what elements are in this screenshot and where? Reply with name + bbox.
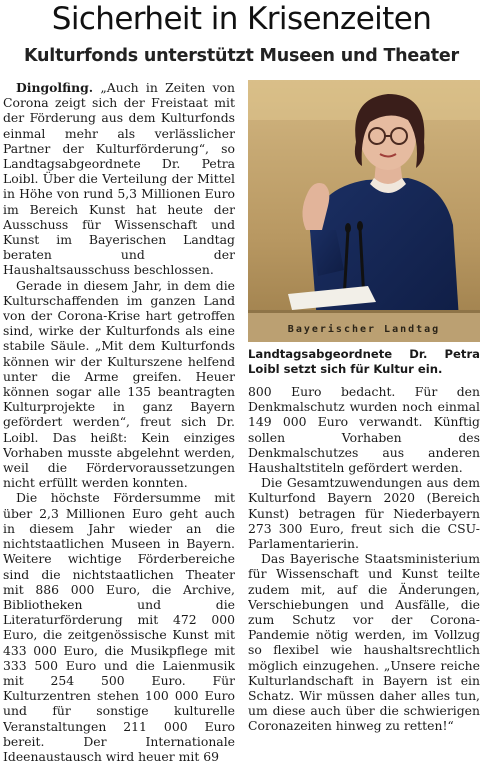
article-paragraph-1 <box>3 80 235 278</box>
subheadline: Kulturfonds unterstützt Museen und Theater <box>24 46 459 66</box>
article-paragraph-4: Die Gesamtzuwendungen aus dem Kulturfond Bayern 2020 (Bereich Kunst) betragen für Niederbayern 273 300 Euro, freut sich die CSU-Parlamentarierin. <box>248 475 480 552</box>
article-column-left <box>3 80 235 764</box>
headline: Sicherheit in Krisenzeiten <box>51 1 432 37</box>
photo-illustration <box>248 80 480 342</box>
article-paragraph-1-text: „Auch in Zeiten von Corona zeigt sich der Freistaat mit der Förderung aus dem Kulturfonds einmal mehr als verlässlicher Partner der Kulturförderung“, so Landtagsabgeordnete Dr. Petra Loibl. Über die Verteilung der Mittel in Höhe von rund 5,3 Millionen Euro im Bereich Kunst hat heute der Ausschuss für Wissenschaft und Kunst im Bayerischen Landtag beraten und der Haushaltsausschuss beschlossen. <box>3 80 235 278</box>
article-dateline: Dingolfing. <box>16 80 94 95</box>
article-paragraph-3: Die höchste Fördersumme mit über 2,3 Millionen Euro geht auch in diesem Jahr wieder an die nichtstaatlichen Museen in Bayern. Weitere wichtige Förderbereiche sind die nichtstaatlichen Theater mit 886 000 Euro, die Archive, Bibliotheken und die Literaturförderung mit 472 000 Euro, die zeitgenössische Kunst mit 433 000 Euro, die Musikpflege mit 333 500 Euro und die Laienmusik mit 254 500 Euro. Für Kulturzentren stehen 100 000 Euro und für sonstige kulturelle Veranstaltungen 211 000 Euro bereit. Der Internationale Ideenaustausch wird heuer mit 69 <box>3 490 235 764</box>
article-paragraph-3-continued: 800 Euro bedacht. Für den Denkmalschutz wurden noch einmal 149 000 Euro verwandt. Künftig sollen Vorhaben des Denkmalschutzes aus anderen Haushaltstiteln gefördert werden. <box>248 384 480 476</box>
article-paragraph-5: Das Bayerische Staatsministerium für Wissenschaft und Kunst teilte zudem mit, auf die Änderungen, Verschiebungen und Ausfälle, die zum Schutz vor der Corona-Pandemie nötig werden, im Vollzug so flexibel wie haushaltsrechtlich möglich einzugehen. „Unsere reiche Kulturlandschaft in Bayern ist ein Schatz. Wir müssen daher alles tun, um diese auch über die schwierigen Coronazeiten hinweg zu retten!“ <box>248 551 480 734</box>
lectern-label: Bayerischer Landtag <box>287 324 441 335</box>
article-column-right <box>248 384 480 767</box>
article-paragraph-2: Gerade in diesem Jahr, in dem die Kulturschaffenden im ganzen Land von der Corona-Krise hart getroffen sind, wirke der Kulturfonds als eine stabile Säule. „Mit dem Kulturfonds können wir der Kulturszene helfend unter die Arme greifen. Heuer können sogar alle 135 beantragten Kulturprojekte in ganz Bayern gefördert werden“, freut sich Dr. Loibl. Das heißt: Kein einziges Vorhaben musste abgelehnt werden, weil die Fördervoraussetzungen nicht erfüllt werden konnten. <box>3 277 235 491</box>
photo-caption: Landtagsabgeordnete Dr. Petra Loibl setzt sich für Kultur ein. <box>248 347 480 376</box>
article-photo <box>248 80 480 342</box>
